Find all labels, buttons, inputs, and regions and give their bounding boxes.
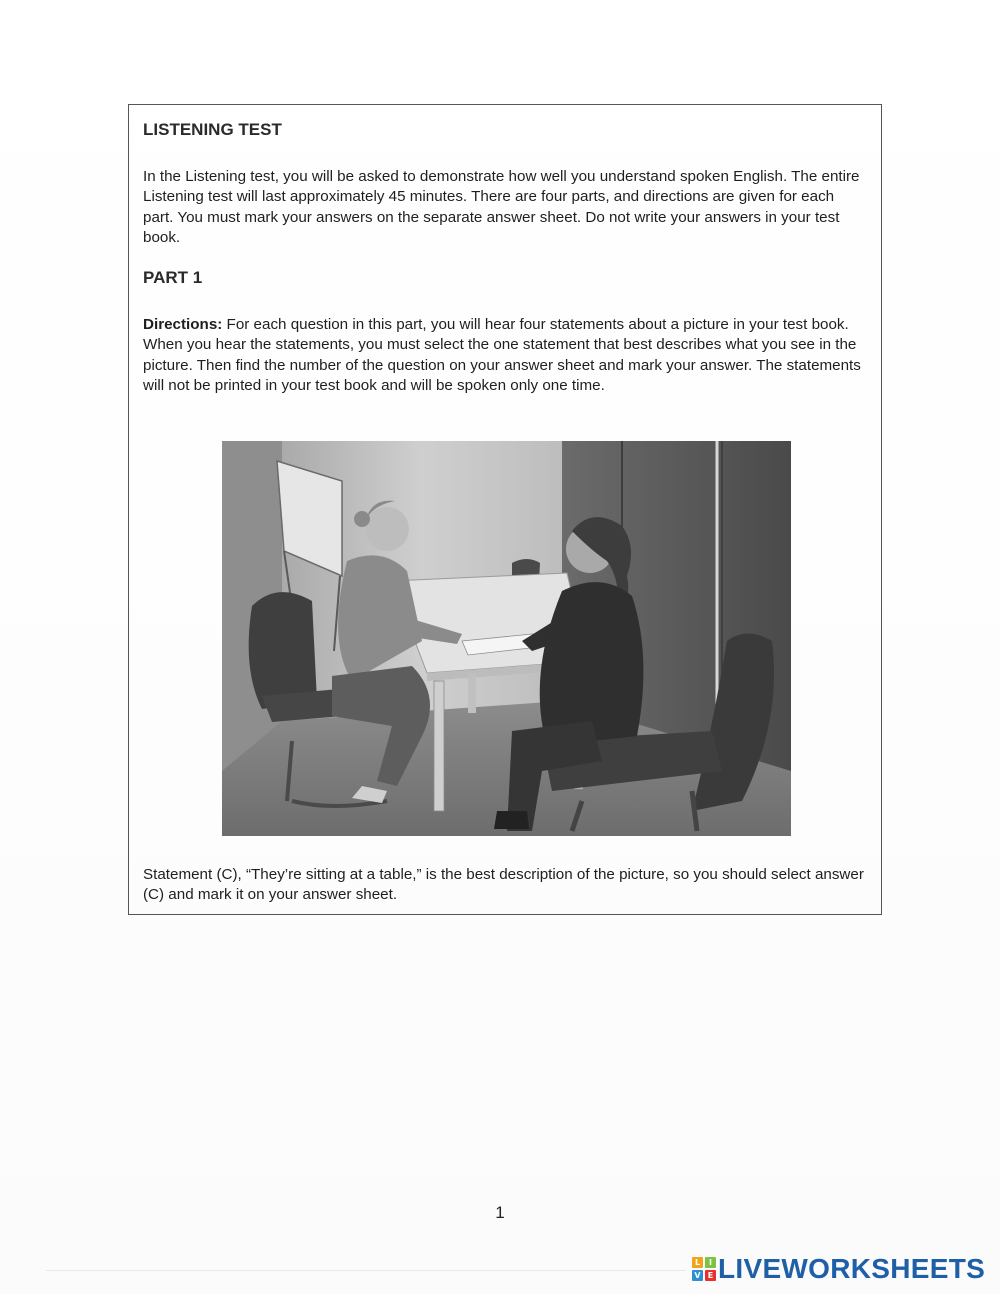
liveworksheets-wordmark: LIVEWORKSHEETS	[718, 1253, 986, 1284]
directions-paragraph	[143, 315, 868, 397]
part-heading: PART 1	[143, 268, 203, 287]
example-explanation: Statement (C), “They’re sitting at a table,” is the best description of the picture, so you should select answer (C) and mark it on your answer sheet.	[143, 866, 864, 904]
logo-letter-e: E	[705, 1270, 716, 1281]
test-title: LISTENING TEST	[143, 120, 282, 139]
intro-paragraph: In the Listening test, you will be asked to demonstrate how well you understand spoken English. The entire Listening test will last approximately 45 minutes. There are four parts, and directions are given for each part. You must mark your answers on the separate answer sheet. Do not write your answers in your test book.	[143, 168, 860, 247]
directions-label: Directions:	[143, 316, 223, 333]
footer-divider	[46, 1270, 686, 1271]
liveworksheets-brand[interactable]	[692, 1252, 985, 1286]
logo-letter-v: V	[692, 1270, 703, 1281]
page-number: 1	[495, 1203, 505, 1222]
listening-test-box	[128, 104, 882, 915]
directions-text: For each question in this part, you will hear four statements about a picture in your test book. When you hear the statements, you must select the one statement that best describes what you see in the picture. Then find the number of the question on your answer sheet and mark your answer. The statements will not be printed in your test book and will be spoken only one time.	[143, 316, 861, 395]
logo-letter-i: I	[705, 1257, 716, 1268]
liveworksheets-logo-icon	[692, 1257, 716, 1281]
example-photo	[222, 441, 791, 836]
logo-letter-l: L	[692, 1257, 703, 1268]
